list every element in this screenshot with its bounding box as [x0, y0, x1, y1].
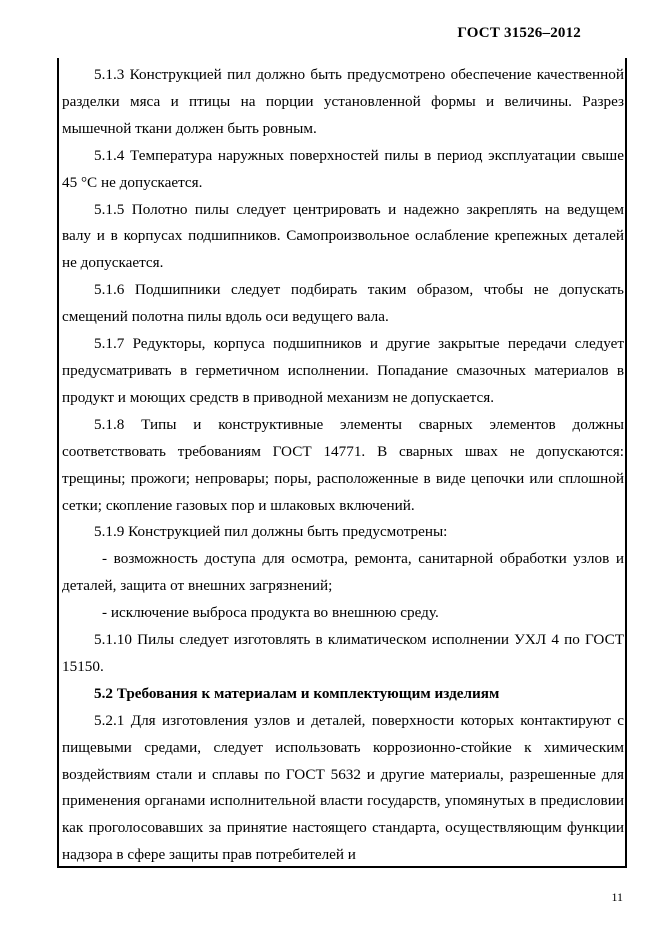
document-header: ГОСТ 31526–2012: [457, 25, 581, 41]
paragraph-5-1-6: 5.1.6 Подшипники следует подбирать таким образом, чтобы не допускать смещений полотна пилы вдоль оси ведущего вала.: [62, 281, 624, 326]
section-heading-5-2: 5.2 Требования к материалам и комплектующим изделиям: [94, 684, 500, 702]
paragraph-5-1-8: 5.1.8 Типы и конструктивные элементы сварных элементов должны соответствовать требованиям ГОСТ 14771. В сварных швах не допускаются: трещины; прожоги; непровары; поры, расположенные в виде цепочки или сплошной сетки; скопление газовых пор и шлаковых включений.: [62, 415, 624, 514]
document-body: [62, 62, 624, 869]
paragraph-5-1-4: 5.1.4 Температура наружных поверхностей пилы в период эксплуатации свыше 45 °C не допускается.: [62, 146, 624, 191]
paragraph-5-1-10: 5.1.10 Пилы следует изготовлять в климатическом исполнении УХЛ 4 по ГОСТ 15150.: [62, 631, 624, 675]
page-number: 11: [611, 890, 623, 904]
paragraph-5-1-9: 5.1.9 Конструкцией пил должны быть предусмотрены:: [94, 523, 448, 541]
paragraph-5-1-3: 5.1.3 Конструкцией пил должно быть предусмотрено обеспечение качественной разделки мяса и птицы на порции установленной формы и величины. Разрез мышечной ткани должен быть ровным.: [62, 66, 624, 137]
paragraph-5-1-7: 5.1.7 Редукторы, корпуса подшипников и другие закрытые передачи следует предусматривать в герметичном исполнении. Попадание смазочных материалов в продукт и моющих средств в приводной механизм не допускается.: [62, 335, 624, 406]
list-item: - исключение выброса продукта во внешнюю среду.: [102, 604, 439, 622]
paragraph-5-1-5: 5.1.5 Полотно пилы следует центрировать и надежно закреплять на ведущем валу и в корпусах подшипников. Самопроизвольное ослабление крепежных деталей не допускается.: [62, 200, 624, 272]
list-item: - возможность доступа для осмотра, ремонта, санитарной обработки узлов и деталей, защита от внешних загрязнений;: [62, 550, 624, 595]
paragraph-5-2-1: 5.2.1 Для изготовления узлов и деталей, поверхности которых контактируют с пищевыми средами, следует использовать коррозионно-стойкие к химическим воздействиям стали и сплавы по ГОСТ 5632 и другие материалы, разрешенные для применения органами исполнительной власти государств, упомянутых в предисловии как проголосовавших за принятие настоящего стандарта, осуществляющим функции надзора в сфере защиты прав потребителей и: [62, 711, 624, 864]
